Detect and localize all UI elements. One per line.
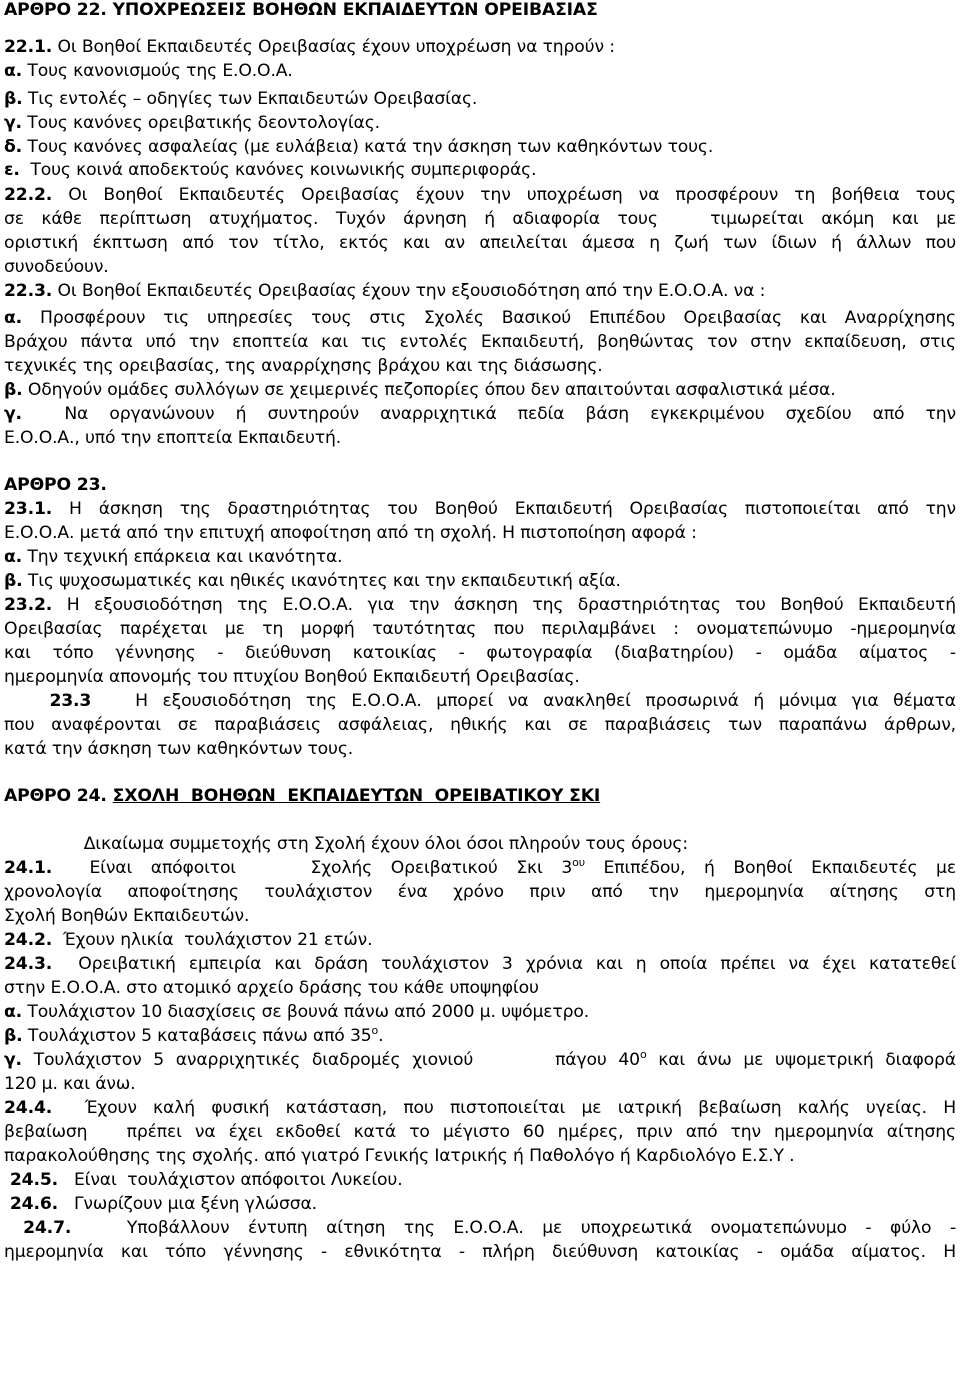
text-segment: Ε.Ο.Ο.Α. μετά από την επιτυχή αποφοίτηση από τη σχολή. Η πιστοποίηση αφορά : xyxy=(4,523,697,543)
text-segment: Τις εντολές – οδηγίες των Εκπαιδευτών Ορειβασίας. xyxy=(22,89,478,109)
bold-text: ε. xyxy=(4,160,20,180)
text-line xyxy=(4,1000,956,1024)
text-line xyxy=(4,928,956,952)
text-segment: Τις ψυχοσωματικές και ηθικές ικανότητες και την εκπαιδευτική αξία. xyxy=(22,571,621,591)
superscript: ο xyxy=(639,1048,647,1061)
bold-text: 24.1. xyxy=(4,858,53,878)
text-segment: Η εξουσιοδότηση της Ε.Ο.Ο.Α. για την άσκηση της δραστηριότητας του Βοηθού Εκπαιδευτή xyxy=(52,595,956,615)
superscript: ο xyxy=(371,1024,379,1037)
bold-text: 24.6. xyxy=(4,1194,59,1214)
text-segment: ημερομηνία και τόπο γέννησης - εθνικότητα - πλήρη διεύθυνση κατοικίας - ομάδα αίματος. Η xyxy=(4,1242,956,1262)
text-line xyxy=(4,255,956,279)
bold-text: 22.2. xyxy=(4,185,53,205)
text-segment: Τουλάχιστον 5 καταβάσεις πάνω από 35 xyxy=(22,1026,372,1046)
text-segment: Οι Βοηθοί Εκπαιδευτές Ορειβασίας έχουν την εξουσιοδότηση από την Ε.Ο.Ο.Α. να : xyxy=(52,281,766,301)
text-line xyxy=(4,880,956,904)
text-line xyxy=(4,856,956,880)
text-line xyxy=(4,207,956,231)
text-line xyxy=(4,665,956,689)
bold-text: β. xyxy=(4,1026,23,1046)
text-line xyxy=(4,330,956,354)
text-segment: Είναι απόφοιτοι Σχολής Ορειβατικού Σκι 3 xyxy=(52,858,573,878)
text-segment: Έχουν ηλικία τουλάχιστον 21 ετών. xyxy=(52,930,373,950)
text-line xyxy=(4,593,956,617)
text-line xyxy=(4,231,956,255)
text-segment: Τουλάχιστον 5 αναρριχητικές διαδρομές χιονιού πάγου 40 xyxy=(21,1050,640,1070)
text-segment: Είναι τουλάχιστον απόφοιτοι Λυκείου. xyxy=(58,1170,403,1190)
text-segment: Σχολή Βοηθών Εκπαιδευτών. xyxy=(4,906,250,926)
bold-text: β. xyxy=(4,380,23,400)
text-line xyxy=(4,87,956,111)
text-line xyxy=(4,545,956,569)
bold-text: 23.2. xyxy=(4,595,53,615)
text-segment: χρονολογία αποφοίτησης τουλάχιστον ένα χρόνο πριν από την ημερομηνία αίτησης στη xyxy=(4,882,956,902)
text-segment: Επιπέδου, ή Βοηθοί Εκπαιδευτές με xyxy=(584,858,956,878)
text-line xyxy=(4,0,956,22)
text-line xyxy=(4,279,956,303)
text-segment: τεχνικές της ορειβασίας, της αναρρίχησης βράχου και της διάσωσης. xyxy=(4,356,603,376)
text-segment: Η εξουσιοδότηση της Ε.Ο.Ο.Α. μπορεί να ανακληθεί προσωρινά ή μόνιμα για θέματα xyxy=(91,691,956,711)
text-line xyxy=(4,617,956,641)
text-segment: Ορειβατική εμπειρία και δράση τουλάχιστον 3 χρόνια και η οποία πρέπει να έχει κατατεθεί xyxy=(52,954,956,974)
text-line xyxy=(4,378,956,402)
text-line xyxy=(4,1120,956,1144)
text-segment: Ορειβασίας παρέχεται με τη μορφή ταυτότητας που περιλαμβάνει : ονοματεπώνυμο -ημερομηνία xyxy=(4,619,956,639)
bold-text: δ. xyxy=(4,137,23,157)
text-line xyxy=(4,713,956,737)
bold-text: 24.3. xyxy=(4,954,53,974)
bold-text: α. xyxy=(4,1002,23,1022)
text-segment: Γνωρίζουν μια ξένη γλώσσα. xyxy=(58,1194,317,1214)
text-segment: Τουλάχιστον 10 διασχίσεις σε βουνά πάνω από 2000 μ. υψόμετρο. xyxy=(22,1002,590,1022)
text-segment: βεβαίωση πρέπει να έχει εκδοθεί κατά το μέγιστο 60 ημέρες, πριν από την ημερομηνία αίτησης xyxy=(4,1122,956,1142)
text-line xyxy=(4,1024,956,1048)
bold-text: 23.3 xyxy=(4,691,92,711)
text-segment: Την τεχνική επάρκεια και ικανότητα. xyxy=(22,547,343,567)
bold-text: 23.1. xyxy=(4,499,53,519)
text-segment: Οδηγούν ομάδες συλλόγων σε χειμερινές πεζοπορίες όπου δεν απαιτούνται ασφαλιστικά μέσα. xyxy=(22,380,836,400)
text-segment: Τους κοινά αποδεκτούς κανόνες κοινωνικής συμπεριφοράς. xyxy=(19,160,537,180)
bold-text: ΑΡΘΡΟ 23. xyxy=(4,475,107,495)
text-line xyxy=(4,952,956,976)
text-segment: σε κάθε περίπτωση ατυχήματος. Τυχόν άρνηση ή αδιαφορία τους τιμωρείται ακόμη και με xyxy=(4,209,956,229)
text-line xyxy=(4,569,956,593)
bold-text: 22.3. xyxy=(4,281,53,301)
text-line xyxy=(4,497,956,521)
text-line xyxy=(4,1240,956,1264)
bold-text: 24.7. xyxy=(4,1218,72,1238)
text-line xyxy=(4,1168,956,1192)
text-line xyxy=(4,832,956,856)
text-line xyxy=(4,904,956,928)
text-line xyxy=(4,354,956,378)
bold-text: α. xyxy=(4,547,23,567)
text-segment: Ε.Ο.Ο.Α., υπό την εποπτεία Εκπαιδευτή. xyxy=(4,428,342,448)
bold-text: α. xyxy=(4,308,23,328)
text-segment: στην Ε.Ο.Ο.Α. στο ατομικό αρχείο δράσης του κάθε υποψηφίου xyxy=(4,978,539,998)
text-segment: Να οργανώνουν ή συντηρούν αναρριχητικά πεδία βάση εγκεκριμένου σχεδίου από την xyxy=(21,404,956,424)
bold-text: β. xyxy=(4,571,23,591)
text-line xyxy=(4,1072,956,1096)
text-line xyxy=(4,521,956,545)
text-line xyxy=(4,976,956,1000)
bold-text: 22.1. xyxy=(4,37,53,57)
bold-text: ΑΡΘΡΟ 22. ΥΠΟΧΡΕΩΣΕΙΣ ΒΟΗΘΩΝ ΕΚΠΑΙΔΕΥΤΩΝ ΟΡΕΙΒΑΣΙΑΣ xyxy=(4,0,598,20)
text-segment: οριστική έκπτωση από τον τίτλο, εκτός και αν απειλείται άμεσα η ζωή των ίδιων ή άλλων που xyxy=(4,233,956,253)
text-line xyxy=(4,1096,956,1120)
text-segment: κατά την άσκηση των καθηκόντων τους. xyxy=(4,739,354,759)
text-segment: Η άσκηση της δραστηριότητας του Βοηθού Εκπαιδευτή Ορειβασίας πιστοποιείται από την xyxy=(52,499,956,519)
text-segment: 120 μ. και άνω. xyxy=(4,1074,136,1094)
text-line xyxy=(4,306,956,330)
text-segment: που αναφέρονται σε παραβιάσεις ασφάλειας, ηθικής και σε παραβιάσεις των παραπάνω άρθρων, xyxy=(4,715,956,735)
superscript: ου xyxy=(572,856,585,869)
text-segment: . xyxy=(378,1026,384,1046)
bold-text: ΑΡΘΡΟ 24. xyxy=(4,786,113,806)
bold-text: 24.4. xyxy=(4,1098,53,1118)
text-segment: ημερομηνία απονομής του πτυχίου Βοηθού Εκπαιδευτή Ορειβασίας. xyxy=(4,667,580,687)
bold-text: 24.5. xyxy=(4,1170,59,1190)
text-segment: Προσφέρουν τις υπηρεσίες τους στις Σχολές Βασικού Επιπέδου Ορειβασίας και Αναρρίχησης xyxy=(22,308,956,328)
text-line xyxy=(4,111,956,135)
text-line xyxy=(4,183,956,207)
text-line xyxy=(4,1192,956,1216)
text-segment: και άνω με υψομετρική διαφορά xyxy=(646,1050,956,1070)
text-line xyxy=(4,1216,956,1240)
text-segment: παρακολούθησης της σχολής. από γιατρό Γενικής Ιατρικής ή Παθολόγο ή Καρδιολόγο Ε.Σ.Υ . xyxy=(4,1146,795,1166)
text-segment: Δικαίωμα συμμετοχής στη Σχολή έχουν όλοι όσοι πληρούν τους όρους: xyxy=(4,834,688,854)
bold-text: β. xyxy=(4,89,23,109)
text-line xyxy=(4,784,956,808)
text-segment: Βράχου πάντα υπό την εποπτεία και τις εντολές Εκπαιδευτή, βοηθώντας τον στην εκπαίδευση, στις xyxy=(4,332,956,352)
text-line xyxy=(4,135,956,159)
bold-text: γ. xyxy=(4,404,22,424)
bold-text: 24.2. xyxy=(4,930,53,950)
text-segment: Οι Βοηθοί Εκπαιδευτές Ορειβασίας έχουν υποχρέωση να τηρούν : xyxy=(52,37,615,57)
text-segment: Οι Βοηθοί Εκπαιδευτές Ορειβασίας έχουν την υποχρέωση να προσφέρουν τη βοήθεια τους xyxy=(52,185,956,205)
text-segment: και τόπο γέννησης - διεύθυνση κατοικίας - φωτογραφία (διαβατηρίου) - ομάδα αίματος - xyxy=(4,643,956,663)
text-segment: συνοδεύουν. xyxy=(4,257,109,277)
text-segment: Υποβάλλουν έντυπη αίτηση της Ε.Ο.Ο.Α. με υποχρεωτικά ονοματεπώνυμο - φύλο - xyxy=(71,1218,956,1238)
text-segment: Τους κανόνες ορειβατικής δεοντολογίας. xyxy=(21,113,380,133)
text-line xyxy=(4,1048,956,1072)
text-line xyxy=(4,737,956,761)
text-line xyxy=(4,158,956,182)
text-line xyxy=(4,35,956,59)
text-line xyxy=(4,473,956,497)
text-line xyxy=(4,1144,956,1168)
text-line xyxy=(4,426,956,450)
bold-text: α. xyxy=(4,61,23,81)
text-line xyxy=(4,689,956,713)
bold-text: γ. xyxy=(4,1050,22,1070)
bold-text: γ. xyxy=(4,113,22,133)
text-segment: Τους κανονισμούς της Ε.Ο.Ο.Α. xyxy=(22,61,293,81)
text-segment: Έχουν καλή φυσική κατάσταση, που πιστοποιείται με ιατρική βεβαίωση καλής υγείας. Η xyxy=(52,1098,956,1118)
text-segment: Τους κανόνες ασφαλείας (με ευλάβεια) κατά την άσκηση των καθηκόντων τους. xyxy=(22,137,714,157)
text-line xyxy=(4,641,956,665)
text-line xyxy=(4,402,956,426)
text-line xyxy=(4,59,956,83)
bold-text: ΣΧΟΛΗ ΒΟΗΘΩΝ ΕΚΠΑΙΔΕΥΤΩΝ ΟΡΕΙΒΑΤΙΚΟΥ ΣΚΙ xyxy=(112,786,601,806)
